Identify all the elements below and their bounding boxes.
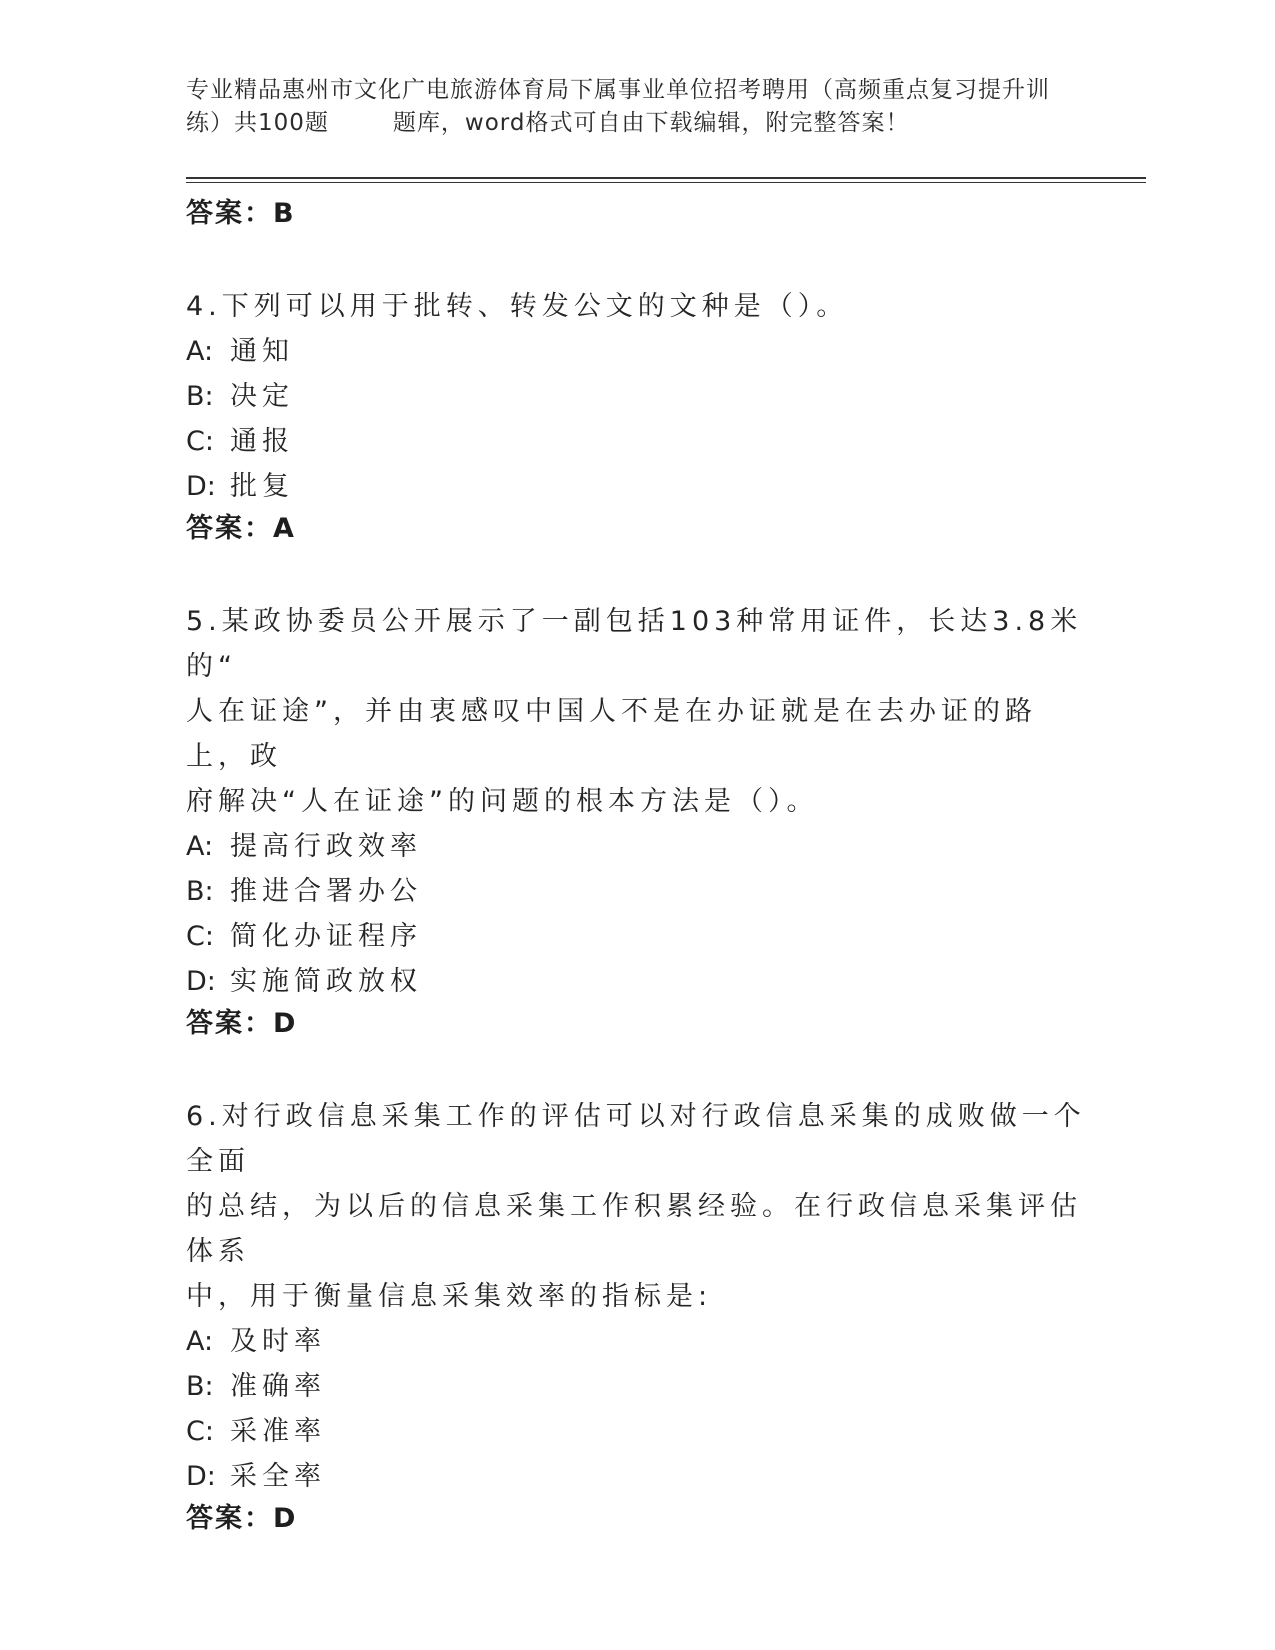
option-letter: B: bbox=[186, 381, 214, 412]
question-6-text-line-2: 的总结，为以后的信息采集工作积累经验。在行政信息采集评估体系 bbox=[186, 1191, 1082, 1267]
header-line-1: 专业精品惠州市文化广电旅游体育局下属事业单位招考聘用（高频重点复习提升训 bbox=[186, 77, 1050, 103]
option-text: 批复 bbox=[230, 471, 294, 502]
option-letter: D: bbox=[186, 471, 216, 502]
question-4-option-a bbox=[186, 329, 1086, 374]
question-block-4 bbox=[186, 284, 1086, 549]
option-letter: B: bbox=[186, 876, 214, 907]
option-text: 采全率 bbox=[230, 1461, 326, 1492]
question-6-option-b bbox=[186, 1364, 1086, 1409]
question-6-option-d bbox=[186, 1454, 1086, 1499]
question-4-option-d bbox=[186, 464, 1086, 509]
option-letter: A: bbox=[186, 1326, 214, 1357]
question-block-5 bbox=[186, 599, 1086, 1044]
question-6-answer: 答案：D bbox=[186, 1503, 298, 1534]
option-letter: D: bbox=[186, 966, 216, 997]
option-text: 决定 bbox=[230, 381, 294, 412]
header-line-2 bbox=[186, 107, 1086, 140]
question-5-option-d bbox=[186, 959, 1086, 1004]
question-block-6 bbox=[186, 1094, 1086, 1539]
question-4-text: 4.下列可以用于批转、转发公文的文种是（）。 bbox=[186, 291, 849, 322]
question-5-option-c bbox=[186, 914, 1086, 959]
question-5-answer: 答案：D bbox=[186, 1008, 298, 1039]
header-divider-thick bbox=[186, 177, 1146, 179]
option-text: 采准率 bbox=[230, 1416, 326, 1447]
question-4-answer: 答案：A bbox=[186, 513, 296, 544]
header-line-2-part-1: 练）共100题 bbox=[186, 110, 329, 136]
question-4-option-b bbox=[186, 374, 1086, 419]
option-text: 提高行政效率 bbox=[230, 831, 422, 862]
header-divider-thin bbox=[186, 182, 1146, 183]
option-text: 通知 bbox=[230, 336, 294, 367]
question-6-text-line-1: 6.对行政信息采集工作的评估可以对行政信息采集的成败做一个全面 bbox=[186, 1101, 1086, 1177]
option-letter: C: bbox=[186, 1416, 214, 1447]
option-letter: C: bbox=[186, 921, 214, 952]
question-6-option-a bbox=[186, 1319, 1086, 1364]
option-text: 准确率 bbox=[230, 1371, 326, 1402]
option-letter: B: bbox=[186, 1371, 214, 1402]
option-letter: C: bbox=[186, 426, 214, 457]
question-6-text-line-3: 中，用于衡量信息采集效率的指标是: bbox=[186, 1281, 713, 1312]
question-4-option-c bbox=[186, 419, 1086, 464]
option-text: 实施简政放权 bbox=[230, 966, 422, 997]
question-5-text-line-3: 府解决“人在证途”的问题的根本方法是（）。 bbox=[186, 786, 819, 817]
option-letter: D: bbox=[186, 1461, 216, 1492]
page-header bbox=[186, 74, 1086, 140]
header-line-2-part-2: 题库，word格式可自由下载编辑，附完整答案！ bbox=[392, 110, 910, 136]
option-letter: A: bbox=[186, 831, 214, 862]
option-text: 推进合署办公 bbox=[230, 876, 422, 907]
question-5-option-a bbox=[186, 824, 1086, 869]
question-5-text-line-1: 5.某政协委员公开展示了一副包括103种常用证件，长达3.8米的“ bbox=[186, 606, 1083, 682]
option-text: 及时率 bbox=[230, 1326, 326, 1357]
question-5-option-b bbox=[186, 869, 1086, 914]
previous-answer: 答案：B bbox=[186, 198, 296, 229]
question-6-option-c bbox=[186, 1409, 1086, 1454]
document-body bbox=[186, 190, 1086, 1539]
question-5-text-line-2: 人在证途”，并由衷感叹中国人不是在办证就是在去办证的路上，政 bbox=[186, 696, 1037, 772]
option-text: 通报 bbox=[230, 426, 294, 457]
option-text: 简化办证程序 bbox=[230, 921, 422, 952]
option-letter: A: bbox=[186, 336, 214, 367]
